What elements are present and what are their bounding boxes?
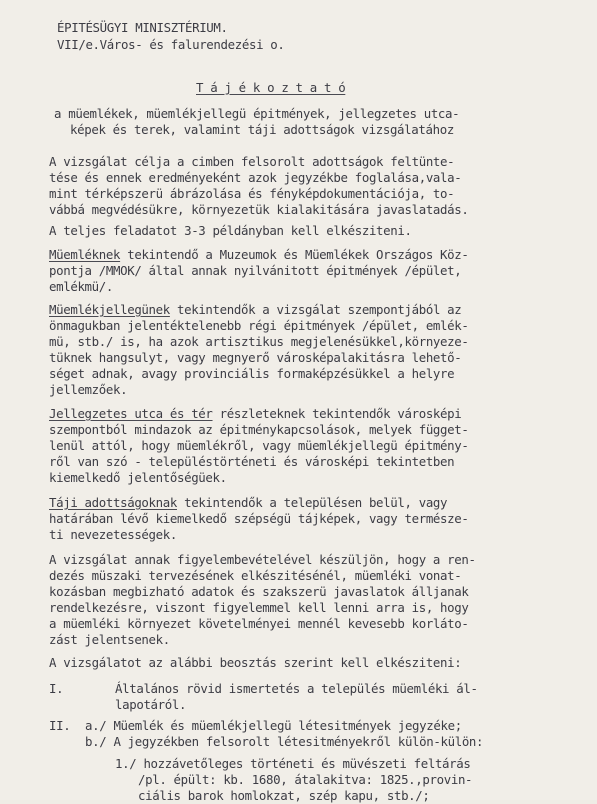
def-character-term: Müemlékjellegünek bbox=[49, 302, 170, 317]
item1-line-3: ciális barok homlokzat, szép kapu, stb./; bbox=[138, 788, 430, 803]
consideration-line-1: A vizsgálat annak figyelembevételével készüljön, hogy a ren- bbox=[49, 552, 476, 567]
def-monuments-text-1: tekintendő a Muzeumok és Müemlékek Országos Köz- bbox=[120, 247, 469, 262]
consideration-line-3: kozásban megbizható adatok és szakszerü javaslatok álljanak bbox=[49, 584, 469, 599]
consideration-line-2: dezés müszaki tervezésének elkészitésénél, müemléki vonat- bbox=[49, 568, 462, 583]
def-streets-line-4: ről van szó - településtörténeti és városképi tekintetben bbox=[49, 454, 455, 469]
def-character-text-1: tekintendők a vizsgálat szempontjából az bbox=[169, 302, 462, 317]
def-streets-text-1: részleteknek tekintendők városképi bbox=[212, 406, 462, 421]
def-character-line-2: önmagukban jelentéktelenebb régi épitmények /épület, emlék- bbox=[49, 318, 469, 333]
def-character-line-6: jellemzőek. bbox=[49, 382, 128, 397]
def-monuments-line-1 bbox=[49, 247, 469, 263]
outline-ii-label: II. bbox=[49, 718, 71, 733]
consideration-line-4: rendelkezésre, viszont figyelemmel kell lenni arra is, hogy bbox=[49, 600, 469, 615]
consideration-line-5: a müemléki környezet követelményei mennél kevesebb korláto- bbox=[49, 616, 469, 631]
item1-line-2: /pl. épült: kb. 1680, átalakitva: 1825.,provin- bbox=[138, 772, 473, 787]
def-streets-line-2: szempontból mindazok az épitménykapcsolások, melyek függet- bbox=[49, 422, 469, 437]
outline-i-line-1: Általános rövid ismertetés a település müemléki ál- bbox=[115, 681, 478, 696]
intro-line-4: vábbá megvédésükre, környezetük kialakitására javaslatadás. bbox=[49, 202, 469, 217]
outline-ii-b: b./ A jegyzékben felsorolt létesitményekről külön-külön: bbox=[85, 734, 484, 749]
def-landscape-text-1: tekintendők a településen belül, vagy bbox=[176, 495, 448, 510]
document-title: T á j é k o z t a t ó bbox=[196, 80, 346, 95]
def-character-line-5: séget adnak, avagy provinciális formaképzésükkel a helyre bbox=[49, 366, 455, 381]
department-heading: VII/e.Város- és falurendezési o. bbox=[57, 37, 285, 52]
intro-line-1: A vizsgálat célja a cimben felsorolt adottságok feltünte- bbox=[49, 154, 455, 169]
outline-i-line-2: lapotáról. bbox=[115, 697, 187, 712]
def-character-line-3: mü, stb./ is, ha azok artisztikus megjelenésükkel,környeze- bbox=[49, 334, 469, 349]
def-character-line-4: tüknek hangsulyt, vagy megnyerő városképalakitásra lehető- bbox=[49, 350, 462, 365]
def-landscape-line-1 bbox=[49, 495, 447, 511]
ministry-heading: ÉPITÉSÜGYI MINISZTÉRIUM. bbox=[57, 20, 228, 35]
subtitle-line-2: képek és terek, valamint táji adottságok vizsgálatához bbox=[70, 122, 454, 137]
def-monuments-term: Müemléknek bbox=[49, 247, 121, 262]
def-streets-line-5: kiemelkedő jelentőségüek. bbox=[49, 470, 227, 485]
consideration-line-6: zást jelentsenek. bbox=[49, 632, 170, 647]
def-landscape-line-3: ti nevezetességek. bbox=[49, 527, 177, 542]
intro-line-2: tése és ennek eredményeként azok jegyzékbe foglalása,vala- bbox=[49, 170, 462, 185]
def-monuments-line-3: emlékmü/. bbox=[49, 279, 113, 294]
copies-sentence: A teljes feladatot 3-3 példányban kell elkésziteni. bbox=[49, 223, 412, 238]
item1-line-1: 1./ hozzávetőleges történeti és müvészeti feltárás bbox=[115, 756, 471, 771]
def-character-line-1 bbox=[49, 302, 461, 318]
def-landscape-term: Táji adottságoknak bbox=[49, 495, 177, 510]
subtitle-line-1: a müemlékek, müemlékjellegü épitmények, jellegzetes utca- bbox=[54, 106, 460, 121]
outline-ii-a: a./ Müemlék és müemlékjellegü létesitmények jegyzéke; bbox=[85, 718, 462, 733]
def-monuments-line-2: pontja /MMOK/ által annak nyilvánitott épitmények /épület, bbox=[49, 263, 462, 278]
def-streets-line-3: lenül attól, hogy müemlékről, vagy müemlékjellegü épitmény- bbox=[49, 438, 469, 453]
def-streets-line-1 bbox=[49, 406, 461, 422]
structure-intro: A vizsgálatot az alábbi beosztás szerint kell elkésziteni: bbox=[49, 655, 462, 670]
def-streets-term: Jellegzetes utca és tér bbox=[49, 406, 213, 421]
def-landscape-line-2: határában lévő kiemelkedő szépségü tájképek, vagy természe- bbox=[49, 511, 469, 526]
outline-i-label: I. bbox=[49, 681, 64, 696]
intro-line-3: mint térképszerü ábrázolása és fényképdokumentációja, to- bbox=[49, 186, 455, 201]
